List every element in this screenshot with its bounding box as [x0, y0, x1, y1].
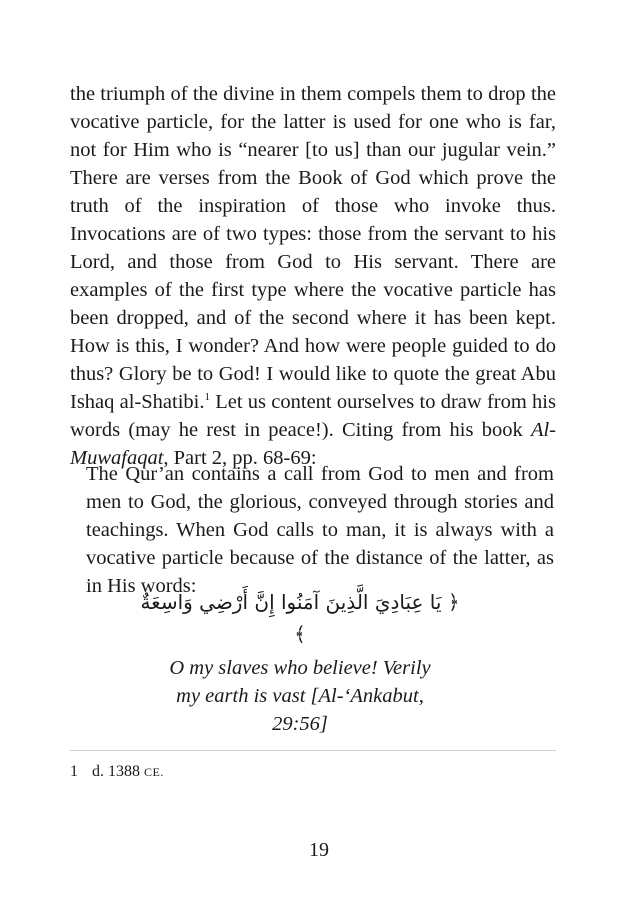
footnote: [70, 760, 556, 784]
paragraph-text-part2: Let us content ourselves to draw from his words (may he rest in peace!). Citing from his book: [70, 391, 556, 441]
footnote-reference[interactable]: 1: [204, 391, 210, 404]
paragraph-text-part3: , Part 2, pp. 68-69:: [163, 447, 317, 469]
paragraph-text-part1: the triumph of the divine in them compels them to drop the vocative particle, for the latter is used for one who is far, not for Him who is “nearer [to us] than our jugular vein.” There are verses from the Book of God which prove the truth of the inspiration of those who invoke thus. Invocations are of two types: those from the servant to his Lord, and those from God to His servant. There are examples of the first type where the vocative particle has been dropped, and of the second where it has been kept. How is this, I wonder? And how were people guided to do thus? Glory be to God! I would like to quote the great Abu Ishaq al-Shatibi.: [70, 83, 556, 413]
book-title: Al-Muwafaqat: [70, 419, 556, 469]
verse-translation-line-3: 29:56]: [272, 713, 328, 735]
footnote-number: 1: [70, 763, 78, 780]
footnote-text: d. 1388: [92, 763, 144, 780]
page-number: 19: [309, 839, 329, 861]
verse-translation-line-1: O my slaves who believe! Verily: [169, 657, 431, 679]
verse-translation-line-2: my earth is vast [Al-‘Ankabut,: [176, 685, 424, 707]
arabic-verse: ﴿ يَا عِبَادِيَ الَّذِينَ آمَنُوا إِنَّ أَرْضِي وَاسِعَةٌ ﴾: [140, 590, 460, 646]
main-paragraph: [70, 80, 556, 472]
footnote-era: CE.: [144, 765, 164, 779]
block-quote: The Qur’an contains a call from God to men and from men to God, the glorious, conveyed through stories and teachings. When God calls to man, it is always with a vocative particle because of the distance of the latter, as in His words:: [86, 463, 554, 597]
footnote-divider: [70, 750, 556, 751]
quran-verse: [140, 586, 460, 738]
